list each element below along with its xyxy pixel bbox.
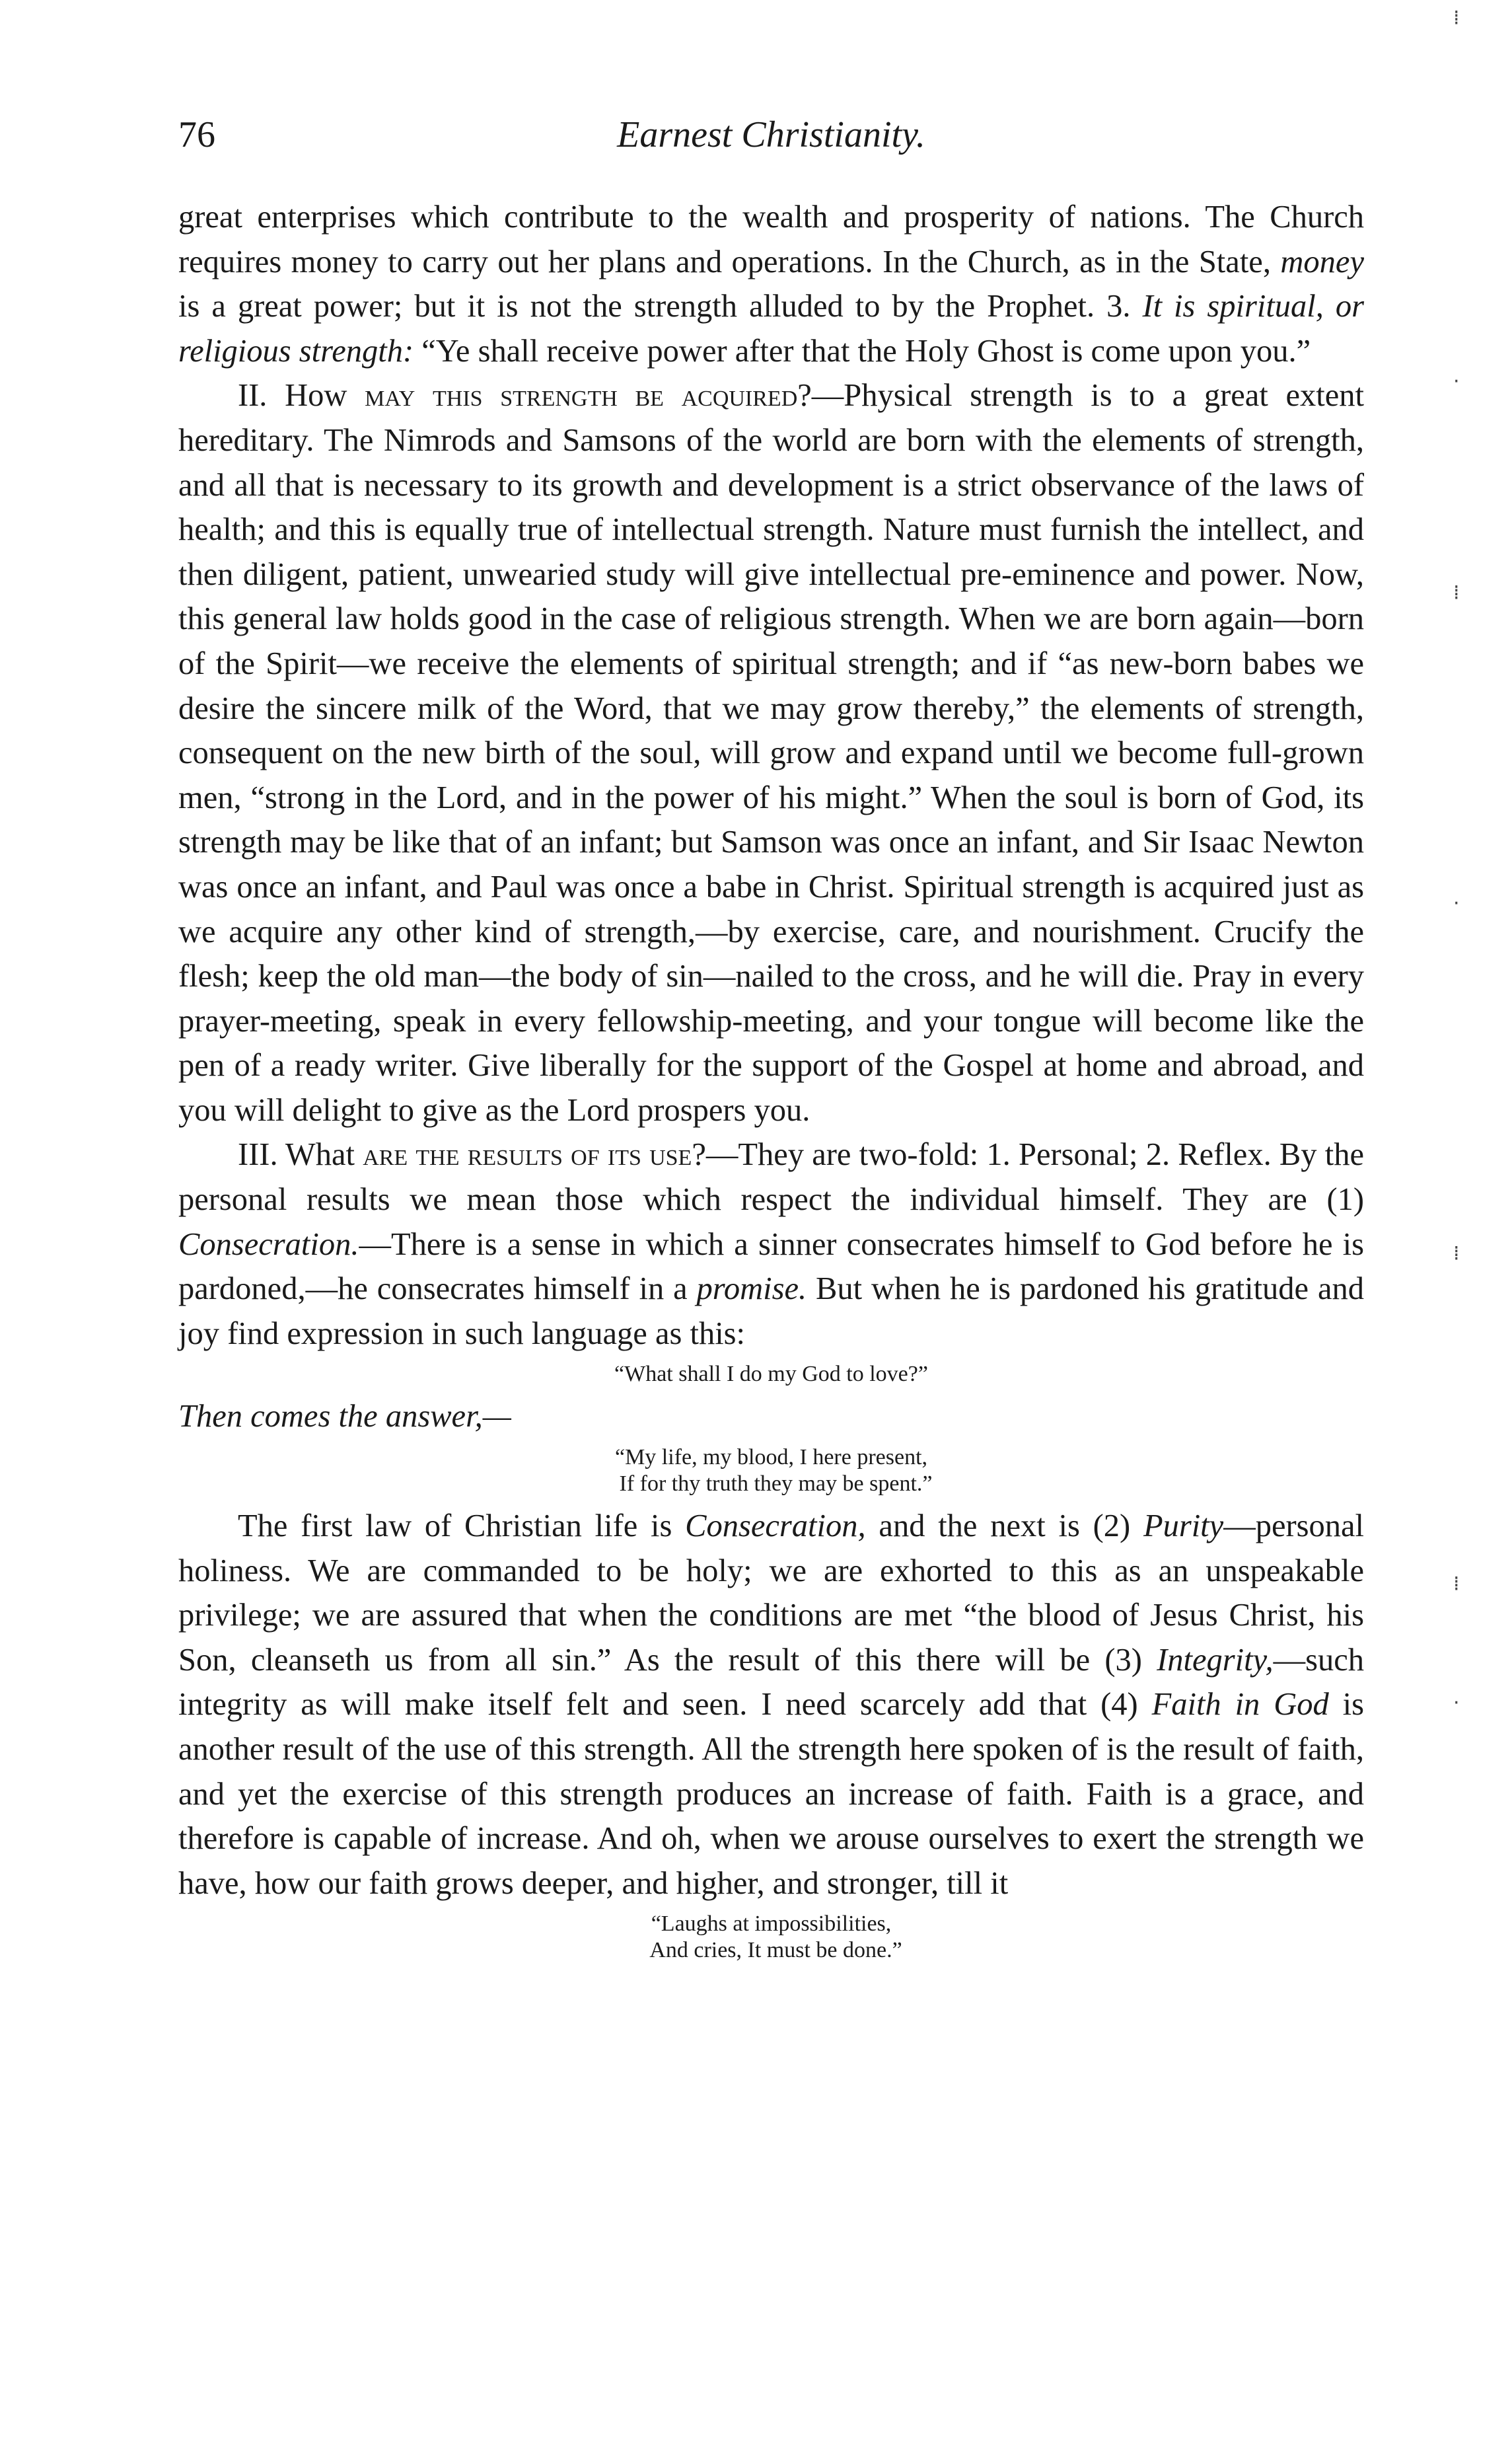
- italic-text: Purity: [1143, 1508, 1224, 1544]
- paragraph-text: But when he is pardoned his gratitude and joy find expression in such language as this:: [178, 1271, 1364, 1351]
- paragraph-text: is another result of the use of this strength. All the strength here spoken of is the result of faith, and yet the exercise of this strength produces an increase of faith. Faith is a grace, and therefore is capable of increase. And oh, when we arouse ourselves to exert the strength we have, how our faith grows deeper, and higher, and stronger, till it: [178, 1687, 1364, 1901]
- scan-margin-specks: ⁞ · ⁞ · ⁞ ⁞ ·: [1453, 7, 1460, 1715]
- italic-text: promise.: [696, 1271, 807, 1307]
- verse-line: “My life, my blood, I here present,: [614, 1445, 928, 1470]
- page-header: [178, 114, 1364, 167]
- paragraph-text: “Ye shall receive power after that the Holy Ghost is come upon you.”: [414, 333, 1311, 369]
- paragraph-text: —Physical strength is to a great extent hereditary. The Nimrods and Samsons of the world are born with the elements of strength, and all that is necessary to its growth and development is a strict observance of the laws of health; and this is equally true of intellectual strength. Nature must furnish the intellect, and then diligent, patient, unwearied study will give intellectual pre-eminence and power. Now, this general law holds good in the case of religious strength. When we are born again—born of the Spirit—we receive the elements of spiritual strength; and if “as new-born babes we desire the sincere milk of the Word, that we may grow thereby,” the elements of strength, consequent on the new birth of the soul, will grow and expand until we become full-grown men, “strong in the Lord, and in the power of his might.” When the soul is born of God, its strength may be like that of an infant; but Samson was once an infant, and Sir Isaac Newton was once an infant, and Paul was once a babe in Christ. Spiritual strength is acquired just as we acquire any other kind of strength,—by exercise, care, and nourishment. Crucify the flesh; keep the old man—the body of sin—nailed to the cross, and he will die. Pray in every prayer-meeting, speak in every fellowship-meeting, and your tongue will become like the pen of a ready writer. Give liberally for the support of the Gospel at home and abroad, and you will delight to give as the Lord prospers you.: [178, 378, 1364, 1128]
- italic-text: Consecration.: [178, 1226, 359, 1262]
- italic-text: Then comes the answer,—: [178, 1399, 511, 1434]
- paragraph-text: —They are two-fold: 1. Personal; 2. Reflex. By the personal results we mean those which respect the individual himself. They are (1): [178, 1137, 1365, 1218]
- paragraph-3: [178, 1132, 1364, 1356]
- section-heading: may this strength be acquired?: [365, 378, 812, 414]
- running-title: Earnest Christianity.: [617, 114, 925, 155]
- paragraph-text: The first law of Christian life is: [238, 1508, 686, 1544]
- verse-line: If for thy truth they may be spent.”: [619, 1471, 933, 1497]
- verse-line: And cries, It must be done.”: [649, 1938, 902, 1963]
- paragraph-1: [178, 195, 1364, 373]
- verse-quote-3: [178, 1911, 1364, 1964]
- paragraph-2: [178, 373, 1364, 1132]
- italic-text: It is spiritual, or religious strength:: [178, 289, 1365, 369]
- lead-in-line: [178, 1394, 1364, 1439]
- italic-text: Consecration,: [685, 1508, 866, 1544]
- body-text: [178, 195, 1364, 1970]
- verse-quote-2: [178, 1444, 1364, 1497]
- italic-text: Faith in God: [1151, 1687, 1329, 1723]
- paragraph-text: great enterprises which contribute to the wealth and prosperity of nations. The Church requires money to carry out her plans and operations. In the Church, as in the State,: [178, 200, 1364, 279]
- section-heading: are the results of its use?: [363, 1137, 706, 1173]
- section-numeral: III. What: [238, 1137, 363, 1173]
- paragraph-text: —There is a sense in which a sinner consecrates himself to God before he is pardoned,—he consecrates himself in a: [178, 1226, 1364, 1307]
- paragraph-text: —personal holiness. We are commanded to be holy; we are exhorted to this as an unspeakable privilege; we are assured that when the conditions are met “the blood of Jesus Christ, his Son, cleanseth us from all sin.” As the result of this there will be (3): [178, 1508, 1364, 1678]
- italic-text: money: [1280, 244, 1364, 279]
- verse-line: “Laughs at impossibilities,: [651, 1911, 892, 1937]
- paragraph-text: is a great power; but it is not the strength alluded to by the Prophet. 3.: [178, 289, 1143, 324]
- italic-text: Integrity,: [1157, 1642, 1274, 1678]
- paragraph-text: and the next is (2): [865, 1508, 1143, 1544]
- section-numeral: II. How: [238, 378, 365, 414]
- paragraph-4: [178, 1504, 1364, 1906]
- page-number: 76: [178, 114, 215, 155]
- paragraph-text: —such integrity as will make itself felt and seen. I need scarcely add that (4): [178, 1642, 1364, 1723]
- verse-quote-1: “What shall I do my God to love?”: [614, 1362, 928, 1387]
